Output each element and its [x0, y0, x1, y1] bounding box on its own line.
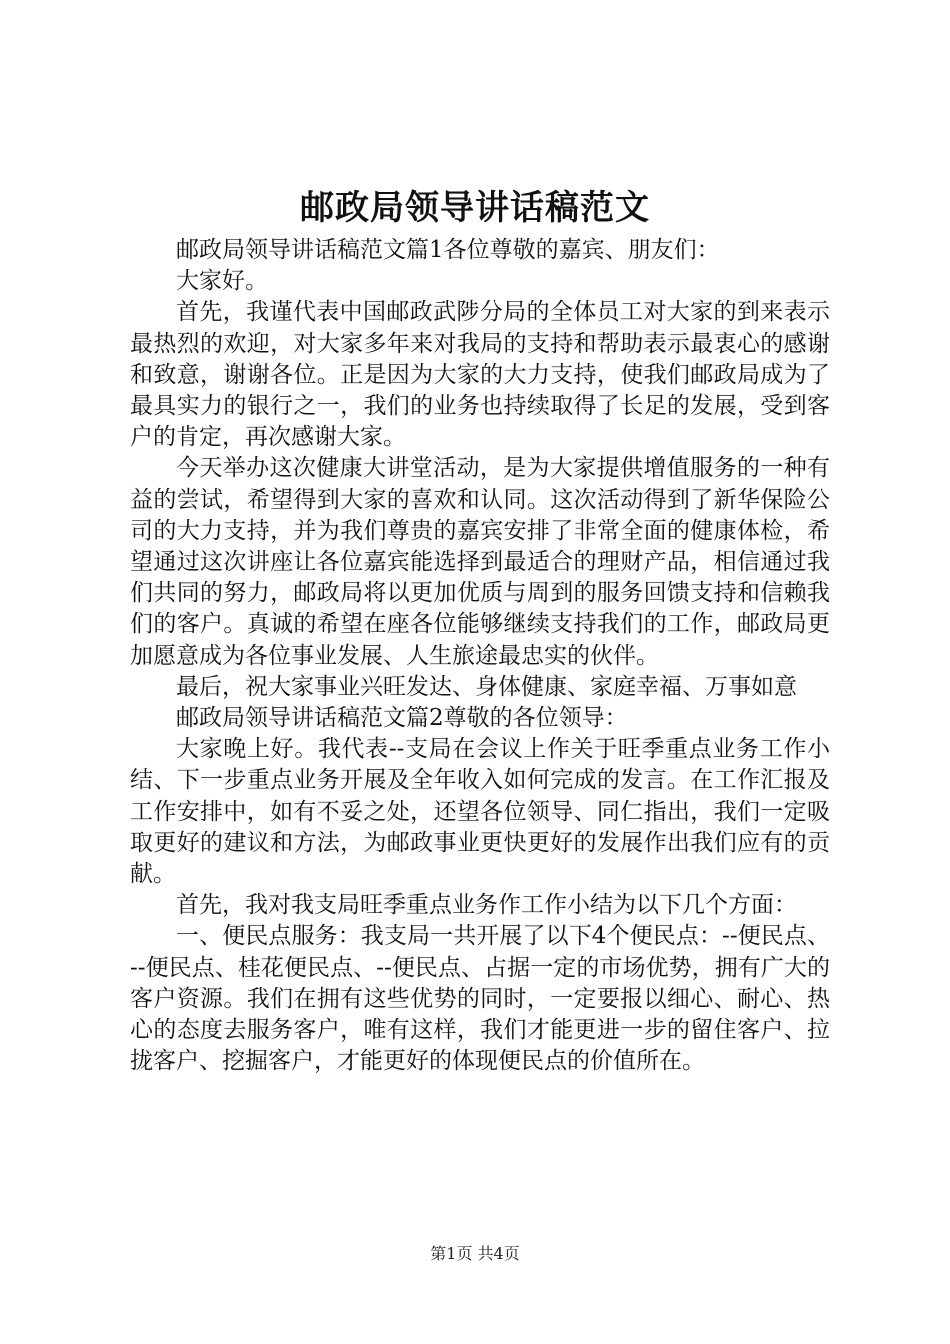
page-footer: 第1页 共4页: [430, 1244, 520, 1263]
paragraph-4: 今天举办这次健康大讲堂活动，是为大家提供增值服务的一种有益的尝试，希望得到大家的喜欢和认同。这次活动得到了新华保险公司的大力支持，并为我们尊贵的嘉宾安排了非常全面的健康体检，希望通过这次讲座让各位嘉宾能选择到最适合的理财产品，相信通过我们共同的努力，邮政局将以更加优质与周到的服务回馈支持和信赖我们的客户。真诚的希望在座各位能够继续支持我们的工作，邮政局更加愿意成为各位事业发展、人生旅途最忠实的伙伴。: [130, 455, 830, 669]
paragraph-2: 大家好。: [176, 268, 268, 295]
paragraph-7: 大家晚上好。我代表--支局在会议上作关于旺季重点业务工作小结、下一步重点业务开展及全年收入如何完成的发言。在工作汇报及工作安排中，如有不妥之处，还望各位领导、同仁指出，我们一定吸取更好的建议和方法，为邮政事业更快更好的发展作出我们应有的贡献。: [130, 736, 830, 888]
page-title: 邮政局领导讲话稿范文: [300, 188, 650, 228]
paragraph-6: 邮政局领导讲话稿范文篇2尊敬的各位领导：: [176, 705, 628, 732]
document-body: [130, 235, 830, 1077]
paragraph-5: 最后，祝大家事业兴旺发达、身体健康、家庭幸福、万事如意: [176, 673, 797, 700]
paragraph-1: 邮政局领导讲话稿范文篇1各位尊敬的嘉宾、朋友们：: [176, 237, 720, 263]
paragraph-8: 首先，我对我支局旺季重点业务作工作小结为以下几个方面：: [176, 892, 797, 919]
paragraph-3: 首先，我谨代表中国邮政武陟分局的全体员工对大家的到来表示最热烈的欢迎，对大家多年来对我局的支持和帮助表示最衷心的感谢和致意，谢谢各位。正是因为大家的大力支持，使我们邮政局成为了最具实力的银行之一，我们的业务也持续取得了长足的发展，受到客户的肯定，再次感谢大家。: [130, 299, 830, 451]
paragraph-9: 一、便民点服务：我支局一共开展了以下4个便民点：--便民点、--便民点、桂花便民点、--便民点、占据一定的市场优势，拥有广大的客户资源。我们在拥有这些优势的同时，一定要报以细心、耐心、热心的态度去服务客户，唯有这样，我们才能更进一步的留住客户、拉拢客户、挖掘客户，才能更好的体现便民点的价值所在。: [130, 923, 830, 1075]
